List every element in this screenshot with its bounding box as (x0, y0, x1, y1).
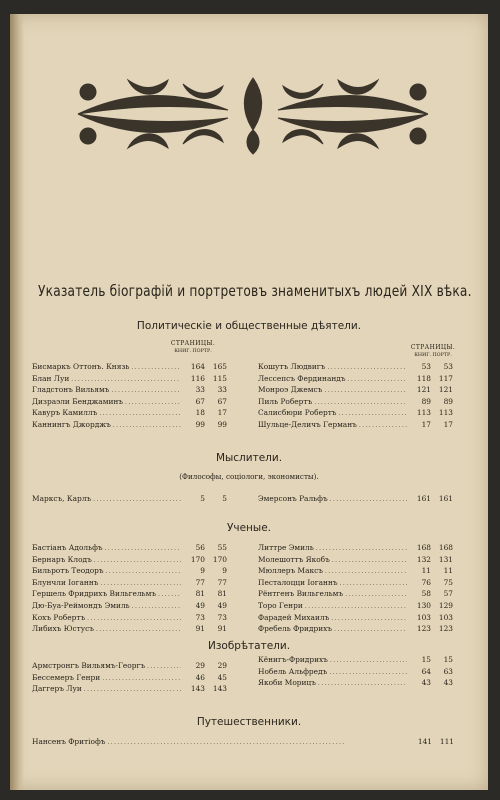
list-item: Бастіанъ Адольфъ ..... 56 55 (32, 542, 227, 554)
list-item: Бисмаркъ Оттонъ. Князь ..... 164 165 (32, 361, 227, 373)
list-item: Шульце-Деличъ Германъ ..... 17 17 (258, 419, 453, 431)
list-item: Торо Генри ..... 130 129 (258, 600, 453, 612)
page-title: Указатель біографій и портретовъ знаменитыхъ людей XIX вѣка. (38, 282, 472, 300)
page-spine-shadow (10, 14, 24, 790)
list-item: Кошутъ Людвигъ ..... 53 53 (258, 361, 453, 373)
list-item: Кохъ Робертъ ..... 73 73 (32, 612, 227, 624)
list-item: Нобель Альфредъ ..... 64 63 (258, 666, 453, 678)
list-item: Каннингъ Джорджъ ..... 99 99 (32, 419, 227, 431)
thinkers-right-list (258, 493, 453, 505)
inventors-left-list (32, 660, 227, 695)
scientists-right-list (258, 542, 453, 635)
list-item: Фребель Фридрихъ ..... 123 123 (258, 623, 453, 635)
list-item: Песталоцци Іоганнъ ..... 76 75 (258, 577, 453, 589)
section-title-inventors: Изобрѣтатели. (207, 640, 291, 652)
section-title-travellers: Путешественники. (196, 716, 302, 728)
list-item: Якоби Морицъ ..... 43 43 (258, 677, 453, 689)
list-item: Мюллеръ Максъ ..... 11 11 (258, 565, 453, 577)
column-header-left: СТРАНИЦЫ. КНИГ. ПОРТР. (170, 340, 216, 354)
list-item: Гладстонъ Вильямъ ..... 33 33 (32, 384, 227, 396)
inventors-right-list (258, 654, 453, 689)
list-item: Эмерсонъ Ральфъ ..... 161 161 (258, 493, 453, 505)
section-title-scientists: Ученые. (226, 522, 271, 534)
list-item: Даггеръ Луи ..... 143 143 (32, 683, 227, 695)
list-item: Молешоттъ Якобъ ..... 132 131 (258, 554, 453, 566)
list-item: Либихъ Юстусъ ..... 91 91 (32, 623, 227, 635)
floral-ornament-icon (68, 70, 438, 158)
list-item: Дизраэли Бенджаминъ ..... 67 67 (32, 396, 227, 408)
section-title-political: Политическіе и общественные дѣятели. (136, 320, 362, 332)
list-item: Гершель Фридрихъ Вильгельмъ ..... 81 81 (32, 588, 227, 600)
list-item: Блунчли Іоганнъ ..... 77 77 (32, 577, 227, 589)
list-item: Дю-Буа-Реймондъ Эмиль ..... 49 49 (32, 600, 227, 612)
book-page (10, 14, 488, 790)
political-right-list (258, 361, 453, 431)
list-item: Кёнигъ-Фридрихъ ..... 15 15 (258, 654, 453, 666)
list-item: Салисбюри Робертъ ..... 113 113 (258, 407, 453, 419)
list-item: Кавуръ Камиллъ ..... 18 17 (32, 407, 227, 419)
political-left-list (32, 361, 227, 431)
list-item: Рёнтгенъ Вильгельмъ ..... 58 57 (258, 588, 453, 600)
section-note-thinkers: (Философы, соціологи, экономисты). (179, 472, 319, 481)
travellers-list (32, 736, 454, 748)
list-item: Лессепсъ Фердинандъ ..... 118 117 (258, 373, 453, 385)
thinkers-left-list (32, 493, 227, 505)
list-item: Пиль Робертъ ..... 89 89 (258, 396, 453, 408)
list-item: Бильротъ Теодоръ ..... 9 9 (32, 565, 227, 577)
section-title-thinkers: Мыслители. (215, 452, 283, 464)
column-header-right: СТРАНИЦЫ. КНИГ. ПОРТР. (410, 344, 456, 358)
list-item: Бессемеръ Генри ..... 46 45 (32, 672, 227, 684)
list-item: Армстронгъ Вильямъ-Георгъ ..... 29 29 (32, 660, 227, 672)
list-item: Блан Луи ..... 116 115 (32, 373, 227, 385)
scientists-left-list (32, 542, 227, 635)
list-item: Марксъ, Карлъ ..... 5 5 (32, 493, 227, 505)
list-item: Монроэ Джемсъ ..... 121 121 (258, 384, 453, 396)
list-item: Фарадей Михаилъ ..... 103 103 (258, 612, 453, 624)
list-item: Литтре Эмиль ..... 168 168 (258, 542, 453, 554)
list-item: Нансенъ Фритіофъ ..... 141 111 (32, 736, 454, 748)
list-item: Бернаръ Клодъ ..... 170 170 (32, 554, 227, 566)
